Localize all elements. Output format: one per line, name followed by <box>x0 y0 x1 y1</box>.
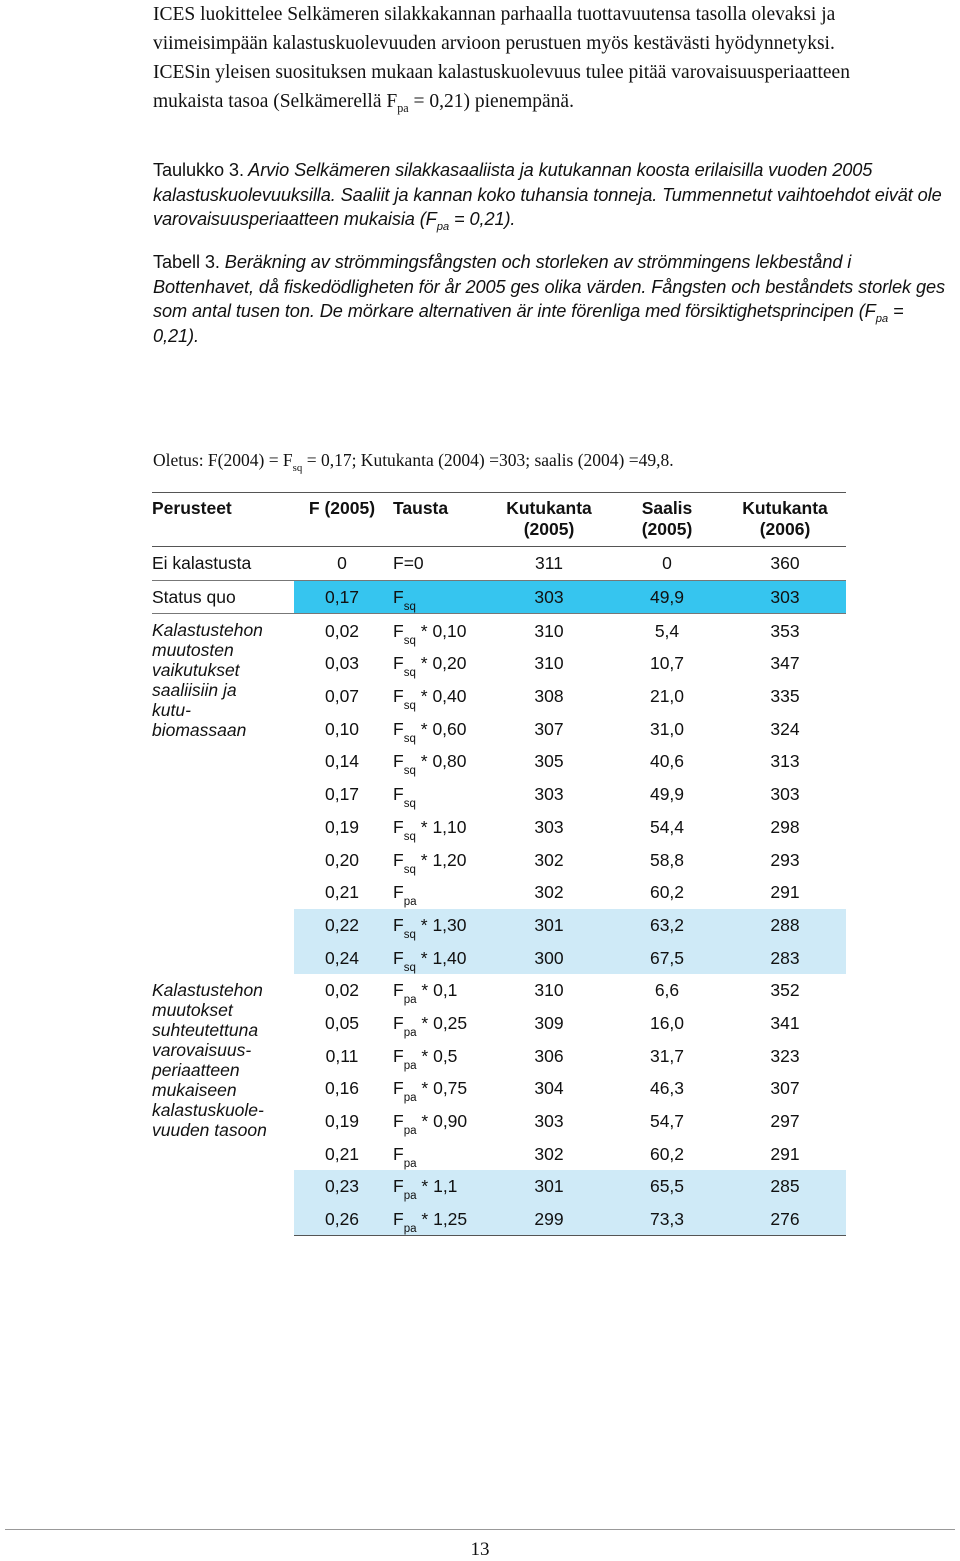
f-symbol: F <box>393 620 404 641</box>
subscript: pa <box>436 221 450 234</box>
footer-divider <box>5 1529 955 1530</box>
cell-kutukanta-2006: 323 <box>770 1045 800 1066</box>
cell-tausta <box>390 647 488 680</box>
cell-kutukanta-2005: 299 <box>488 1203 610 1236</box>
multiplier: * 0,20 <box>415 653 467 674</box>
cell-tausta <box>390 745 488 778</box>
cell-tausta: F=0 <box>390 547 488 581</box>
intro-text: = 0,21) pienempänä. <box>408 91 574 112</box>
multiplier: * 0,25 <box>416 1012 468 1033</box>
cell-saalis: 46,3 <box>649 1078 685 1099</box>
cell-kutukanta-2006: 288 <box>724 909 846 942</box>
cell-f2005: 0,17 <box>324 784 360 805</box>
cell-kutukanta-2005: 303 <box>534 816 564 837</box>
cell-saalis: 65,5 <box>610 1170 724 1203</box>
cell-kutukanta-2006: 291 <box>770 882 800 903</box>
subscript: pa <box>403 1026 417 1039</box>
cell-f2005: 0,02 <box>324 980 360 1001</box>
f-symbol: F <box>393 816 404 837</box>
group-label-line: suhteutettuna <box>152 1019 259 1040</box>
table-header-row <box>152 493 846 547</box>
cell-f2005: 0,19 <box>324 1111 360 1132</box>
cell-tausta <box>390 876 488 909</box>
cell-saalis: 21,0 <box>649 686 685 707</box>
assumption-note <box>153 448 674 472</box>
subscript: pa <box>403 1190 417 1203</box>
cell-kutukanta-2006: 347 <box>770 653 800 674</box>
cell-kutukanta-2006: 341 <box>770 1012 800 1033</box>
cell-tausta <box>390 614 488 647</box>
cell-saalis: 73,3 <box>610 1203 724 1236</box>
table-row <box>152 614 846 647</box>
cell-f2005: 0,23 <box>294 1170 390 1203</box>
group-label <box>152 974 294 1236</box>
group-label-line: kutu- <box>152 700 191 721</box>
column-header-f2005: F (2005) <box>294 493 390 547</box>
cell-kutukanta-2005: 303 <box>534 1111 564 1132</box>
cell-kutukanta-2006: 335 <box>770 686 800 707</box>
cell-saalis: 49,9 <box>649 784 685 805</box>
subscript: pa <box>403 994 417 1007</box>
cell-tausta <box>390 1039 488 1072</box>
cell-saalis: 49,9 <box>610 580 724 614</box>
cell-kutukanta-2006: 307 <box>770 1078 800 1099</box>
column-header-tausta: Tausta <box>390 493 488 547</box>
cell-f2005: 0 <box>294 547 390 581</box>
cell-kutukanta-2005: 304 <box>534 1078 564 1099</box>
intro-line: ICES luokittelee Selkämeren silakkakannan parhaalla tuottavuutensa tasolla olevaksi ja <box>153 4 836 25</box>
table-caption-finnish <box>153 158 953 232</box>
f-symbol: F <box>393 1045 404 1066</box>
multiplier: * 0,75 <box>416 1078 468 1099</box>
group-label-line: mukaiseen <box>152 1079 237 1100</box>
subscript: pa <box>403 1223 417 1236</box>
cell-tausta <box>390 1072 488 1105</box>
f-symbol: F <box>393 751 404 772</box>
f-symbol: F <box>393 686 404 707</box>
cell-kutukanta-2006: 324 <box>770 718 800 739</box>
column-header-basis: Perusteet <box>152 493 294 547</box>
cell-saalis: 60,2 <box>649 1143 685 1164</box>
multiplier: * 1,20 <box>415 849 467 870</box>
cell-kutukanta-2005: 306 <box>534 1045 564 1066</box>
data-table <box>152 492 846 1236</box>
multiplier: * 0,1 <box>416 980 458 1001</box>
cell-kutukanta-2005: 307 <box>534 718 564 739</box>
intro-line: viimeisimpään kalastuskuolevuuden arvioon perustuen myös kestävästi hyödynnetyksi. <box>153 33 835 54</box>
f-symbol: F <box>393 1078 404 1099</box>
table-caption-swedish <box>153 250 953 348</box>
cell-kutukanta-2005: 309 <box>534 1012 564 1033</box>
column-header-kutukanta-2006 <box>724 493 846 547</box>
subscript: sq <box>403 634 416 647</box>
f-symbol: F <box>393 1176 404 1197</box>
group-label-line: Kalastustehon <box>152 620 263 641</box>
cell-kutukanta-2005: 301 <box>488 1170 610 1203</box>
cell-kutukanta-2006: 353 <box>770 620 800 641</box>
intro-line <box>153 87 958 116</box>
cell-saalis: 54,7 <box>649 1111 685 1132</box>
group-label-line: biomassaan <box>152 720 247 741</box>
multiplier: * 1,30 <box>415 914 467 935</box>
cell-tausta <box>390 811 488 844</box>
cell-kutukanta-2005: 302 <box>534 849 564 870</box>
multiplier: * 0,60 <box>415 718 467 739</box>
cell-f2005: 0,14 <box>324 751 360 772</box>
cell-kutukanta-2005: 300 <box>488 941 610 974</box>
cell-f2005: 0,07 <box>324 686 360 707</box>
cell-f2005: 0,24 <box>294 941 390 974</box>
cell-kutukanta-2005: 311 <box>488 547 610 581</box>
f-symbol: F <box>393 718 404 739</box>
group-label <box>152 614 294 974</box>
intro-line: ICESin yleisen suosituksen mukaan kalastuskuolevuus tulee pitää varovaisuusperiaatteen <box>153 62 850 83</box>
cell-saalis: 0 <box>610 547 724 581</box>
cell-kutukanta-2006: 291 <box>770 1143 800 1164</box>
multiplier: * 0,10 <box>415 620 467 641</box>
subscript: sq <box>403 601 416 614</box>
assumption-text: = 0,17; Kutukanta (2004) =303; saalis (2004) =49,8. <box>302 450 674 470</box>
cell-tausta <box>390 941 488 974</box>
cell-kutukanta-2006: 303 <box>770 784 800 805</box>
subscript: pa <box>397 101 409 115</box>
header-text: Kutukanta <box>506 498 592 518</box>
subscript: sq <box>403 928 416 941</box>
column-header-kutukanta-2005 <box>488 493 610 547</box>
cell-kutukanta-2005: 301 <box>488 909 610 942</box>
group-label-line: Kalastustehon <box>152 979 263 1000</box>
subscript: pa <box>875 313 889 326</box>
cell-kutukanta-2006: 283 <box>724 941 846 974</box>
multiplier: * 1,25 <box>416 1209 468 1230</box>
cell-kutukanta-2006: 293 <box>770 849 800 870</box>
cell-saalis: 5,4 <box>654 620 680 641</box>
cell-kutukanta-2005: 303 <box>534 784 564 805</box>
subscript: pa <box>403 896 417 909</box>
intro-text: mukaista tasoa (Selkämerellä F <box>153 91 398 112</box>
cell-saalis: 58,8 <box>649 849 685 870</box>
f-symbol: F <box>393 980 404 1001</box>
cell-saalis: 54,4 <box>649 816 685 837</box>
cell-tausta <box>390 843 488 876</box>
assumption-text: Oletus: F(2004) = F <box>153 450 293 470</box>
multiplier: * 1,40 <box>415 947 467 968</box>
subscript: sq <box>403 667 416 680</box>
cell-kutukanta-2006: 297 <box>770 1111 800 1132</box>
table-row <box>152 547 846 581</box>
cell-saalis: 6,6 <box>654 980 680 1001</box>
f-symbol: F <box>393 587 404 608</box>
f-symbol: F <box>393 784 404 805</box>
cell-saalis: 10,7 <box>649 653 685 674</box>
page-number: 13 <box>470 1539 490 1560</box>
cell-f2005: 0,21 <box>324 1143 360 1164</box>
cell-f2005: 0,22 <box>294 909 390 942</box>
header-text: (2005) <box>523 519 575 539</box>
group-label-line: varovaisuus- <box>152 1039 252 1060</box>
cell-tausta <box>390 580 488 614</box>
cell-tausta <box>390 680 488 713</box>
intro-paragraph <box>153 0 958 116</box>
cell-kutukanta-2005: 305 <box>534 751 564 772</box>
cell-tausta <box>390 1170 488 1203</box>
header-text: (2005) <box>641 519 693 539</box>
cell-saalis: 16,0 <box>649 1012 685 1033</box>
subscript: sq <box>403 798 416 811</box>
multiplier: * 0,90 <box>416 1111 468 1132</box>
cell-kutukanta-2006: 360 <box>724 547 846 581</box>
cell-tausta <box>390 1007 488 1040</box>
table-row <box>152 580 846 614</box>
cell-f2005: 0,26 <box>294 1203 390 1236</box>
caption-text: Arvio Selkämeren silakkasaaliista ja kutukannan koosta erilaisilla vuoden 2005 kalastuskuolevuuksilla. Saaliit ja kannan koko tuhansia tonneja. Tummennetut vaihtoehdot eivät ole varovaisuusperiaatteen mukaisia (F <box>153 160 942 230</box>
row-label: Status quo <box>152 580 294 614</box>
f-symbol: F <box>393 1209 404 1230</box>
cell-saalis: 60,2 <box>649 882 685 903</box>
cell-kutukanta-2006: 303 <box>724 580 846 614</box>
cell-saalis: 67,5 <box>610 941 724 974</box>
cell-saalis: 40,6 <box>649 751 685 772</box>
cell-kutukanta-2006: 285 <box>724 1170 846 1203</box>
subscript: sq <box>403 732 416 745</box>
caption-text: = 0,21). <box>153 301 904 346</box>
caption-text: = 0,21). <box>449 209 516 230</box>
cell-f2005: 0,03 <box>324 653 360 674</box>
cell-kutukanta-2005: 303 <box>488 580 610 614</box>
f-symbol: F <box>393 947 404 968</box>
cell-tausta <box>390 1203 488 1236</box>
cell-f2005: 0,05 <box>324 1012 360 1033</box>
cell-saalis: 31,7 <box>649 1045 685 1066</box>
group-label-line: muutosten <box>152 640 234 661</box>
subscript: sq <box>403 961 416 974</box>
group-label-line: vuuden tasoon <box>152 1119 267 1140</box>
caption-lead: Taulukko 3. <box>153 160 244 180</box>
cell-tausta <box>390 909 488 942</box>
cell-tausta <box>390 1105 488 1138</box>
column-header-saalis-2005 <box>610 493 724 547</box>
cell-kutukanta-2006: 276 <box>724 1203 846 1236</box>
caption-lead: Tabell 3. <box>153 252 220 272</box>
subscript: pa <box>403 1125 417 1138</box>
subscript: pa <box>403 1059 417 1072</box>
multiplier: * 1,10 <box>415 816 467 837</box>
table-body <box>152 547 846 1236</box>
subscript: pa <box>403 1157 417 1170</box>
multiplier: * 0,40 <box>415 686 467 707</box>
cell-tausta <box>390 778 488 811</box>
f-symbol: F <box>393 1143 404 1164</box>
cell-saalis: 63,2 <box>610 909 724 942</box>
group-label-line: muutokset <box>152 999 233 1020</box>
cell-tausta <box>390 1137 488 1170</box>
cell-f2005: 0,11 <box>325 1045 359 1066</box>
table-row <box>152 974 846 1007</box>
multiplier: * 1,1 <box>416 1176 458 1197</box>
cell-f2005: 0,17 <box>294 580 390 614</box>
subscript: sq <box>403 830 416 843</box>
f-symbol: F <box>393 653 404 674</box>
group-label-line: saaliisiin ja <box>152 680 237 701</box>
cell-f2005: 0,02 <box>324 620 360 641</box>
cell-f2005: 0,20 <box>324 849 360 870</box>
f-symbol: F <box>393 914 404 935</box>
f-symbol: F <box>393 1111 404 1132</box>
header-text: Kutukanta <box>742 498 828 518</box>
group-label-line: kalastuskuole- <box>152 1099 264 1120</box>
multiplier: * 0,5 <box>416 1045 458 1066</box>
subscript: sq <box>292 462 303 474</box>
cell-f2005: 0,10 <box>324 718 360 739</box>
cell-kutukanta-2005: 310 <box>534 980 564 1001</box>
cell-kutukanta-2006: 313 <box>770 751 800 772</box>
f-symbol: F <box>393 1012 404 1033</box>
cell-saalis: 31,0 <box>649 718 685 739</box>
cell-kutukanta-2006: 298 <box>770 816 800 837</box>
cell-kutukanta-2006: 352 <box>770 980 800 1001</box>
subscript: sq <box>403 863 416 876</box>
cell-kutukanta-2005: 310 <box>534 620 564 641</box>
row-label: Ei kalastusta <box>152 547 294 581</box>
subscript: sq <box>403 700 416 713</box>
header-text: (2006) <box>759 519 811 539</box>
data-table-container <box>152 492 846 1236</box>
f-symbol: F <box>393 882 404 903</box>
cell-f2005: 0,21 <box>324 882 360 903</box>
header-text: Saalis <box>641 498 693 518</box>
f-symbol: F <box>393 849 404 870</box>
cell-f2005: 0,19 <box>324 816 360 837</box>
group-label-line: vaikutukset <box>152 660 240 681</box>
cell-f2005: 0,16 <box>324 1078 360 1099</box>
cell-kutukanta-2005: 302 <box>534 882 564 903</box>
multiplier: * 0,80 <box>415 751 467 772</box>
cell-tausta <box>390 712 488 745</box>
group-label-line: periaatteen <box>152 1059 240 1080</box>
caption-text: Beräkning av strömmingsfångsten och storleken av strömmingens lekbestånd i Bottenhavet, då fiskedödligheten för år 2005 ges olika värden. Fångsten och beståndets storlek ges som antal tusen ton. De mörkare alternativen är inte förenliga med försiktighetsprincipen (F <box>153 252 945 322</box>
subscript: sq <box>403 765 416 778</box>
subscript: pa <box>403 1092 417 1105</box>
cell-kutukanta-2005: 302 <box>534 1143 564 1164</box>
cell-tausta <box>390 974 488 1007</box>
cell-kutukanta-2005: 308 <box>534 686 564 707</box>
cell-kutukanta-2005: 310 <box>534 653 564 674</box>
